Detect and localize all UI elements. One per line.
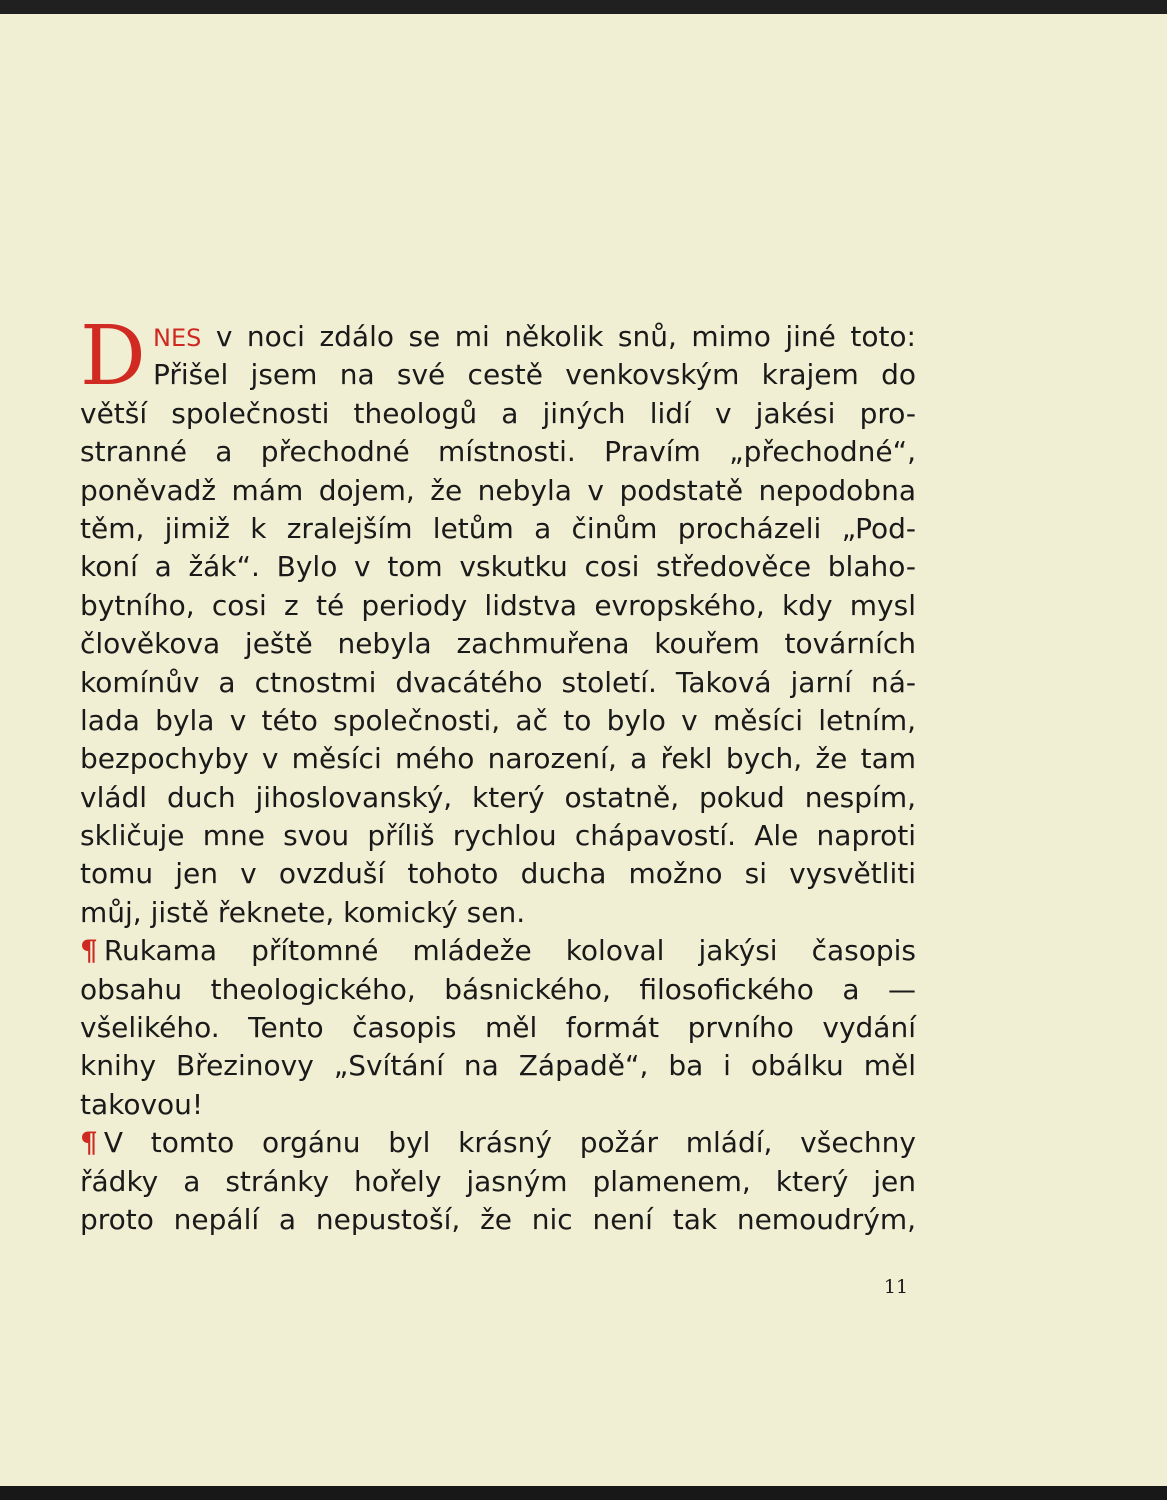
text-line: stranné a přechodné místnosti. Pravím „přechodné“,: [80, 435, 916, 469]
drop-cap-initial: D: [80, 309, 146, 404]
text-line: skličuje mne svou příliš rychlou chápavostí. Ale naproti: [80, 819, 916, 853]
text-line: obsahu theologického, básnického, filosofického a —: [80, 972, 916, 1006]
text-line: větší společnosti theologů a jiných lidí v jakési pro-: [80, 396, 916, 430]
text-line: poněvadž mám dojem, že nebyla v podstatě nepodobna: [80, 473, 916, 507]
pilcrow-icon: ¶: [80, 1126, 98, 1160]
text-line: tomu jen v ovzduší tohoto ducha možno si vysvětliti: [80, 857, 916, 891]
pilcrow-icon: ¶: [80, 934, 98, 968]
text-line: ¶ V tomto orgánu byl krásný požár mládí, všechny: [80, 1126, 916, 1160]
text-line: takovou!: [80, 1087, 204, 1121]
text-line: můj, jistě řeknete, komický sen.: [80, 895, 526, 929]
text-line: řádky a stránky hořely jasným plamenem, který jen: [80, 1164, 916, 1198]
text-line: vládl duch jihoslovanský, který ostatně, pokud nespím,: [80, 780, 916, 814]
text-line: těm, jimiž k zralejším letům a činům procházeli „Pod-: [80, 511, 916, 545]
text-line: člověkova ještě nebyla zachmuřena kouřem továrních: [80, 627, 916, 661]
text-line: koní a žák“. Bylo v tom vskutku cosi středověce blaho-: [80, 550, 916, 584]
text-line: všelikého. Tento časopis měl formát prvního vydání: [80, 1011, 916, 1045]
body-text: [80, 309, 916, 1239]
text-line: knihy Březinovy „Svítání na Západě“, ba i obálku měl: [80, 1049, 916, 1083]
scan-edge-top: [0, 0, 1167, 14]
page-number: 11: [883, 1276, 909, 1298]
opening-word: NES: [153, 324, 202, 352]
scan-edge-bottom: [0, 1486, 1167, 1500]
text-line: proto nepálí a nepustoší, že nic není tak nemoudrým,: [80, 1202, 916, 1236]
text-line: Přišel jsem na své cestě venkovským krajem do: [153, 358, 916, 392]
text-line: NES v noci zdálo se mi několik snů, mimo jiné toto:: [153, 320, 916, 353]
text-line: bezpochyby v měsíci mého narození, a řekl bych, že tam: [80, 742, 916, 776]
text-line: komínův a ctnostmi dvacátého století. Taková jarní ná-: [80, 665, 916, 699]
text-line: bytního, cosi z té periody lidstva evropského, kdy mysl: [80, 588, 916, 622]
text-line: lada byla v této společnosti, ač to bylo v měsíci letním,: [80, 703, 916, 737]
text-line: ¶ Rukama přítomné mládeže koloval jakýsi časopis: [80, 934, 916, 968]
